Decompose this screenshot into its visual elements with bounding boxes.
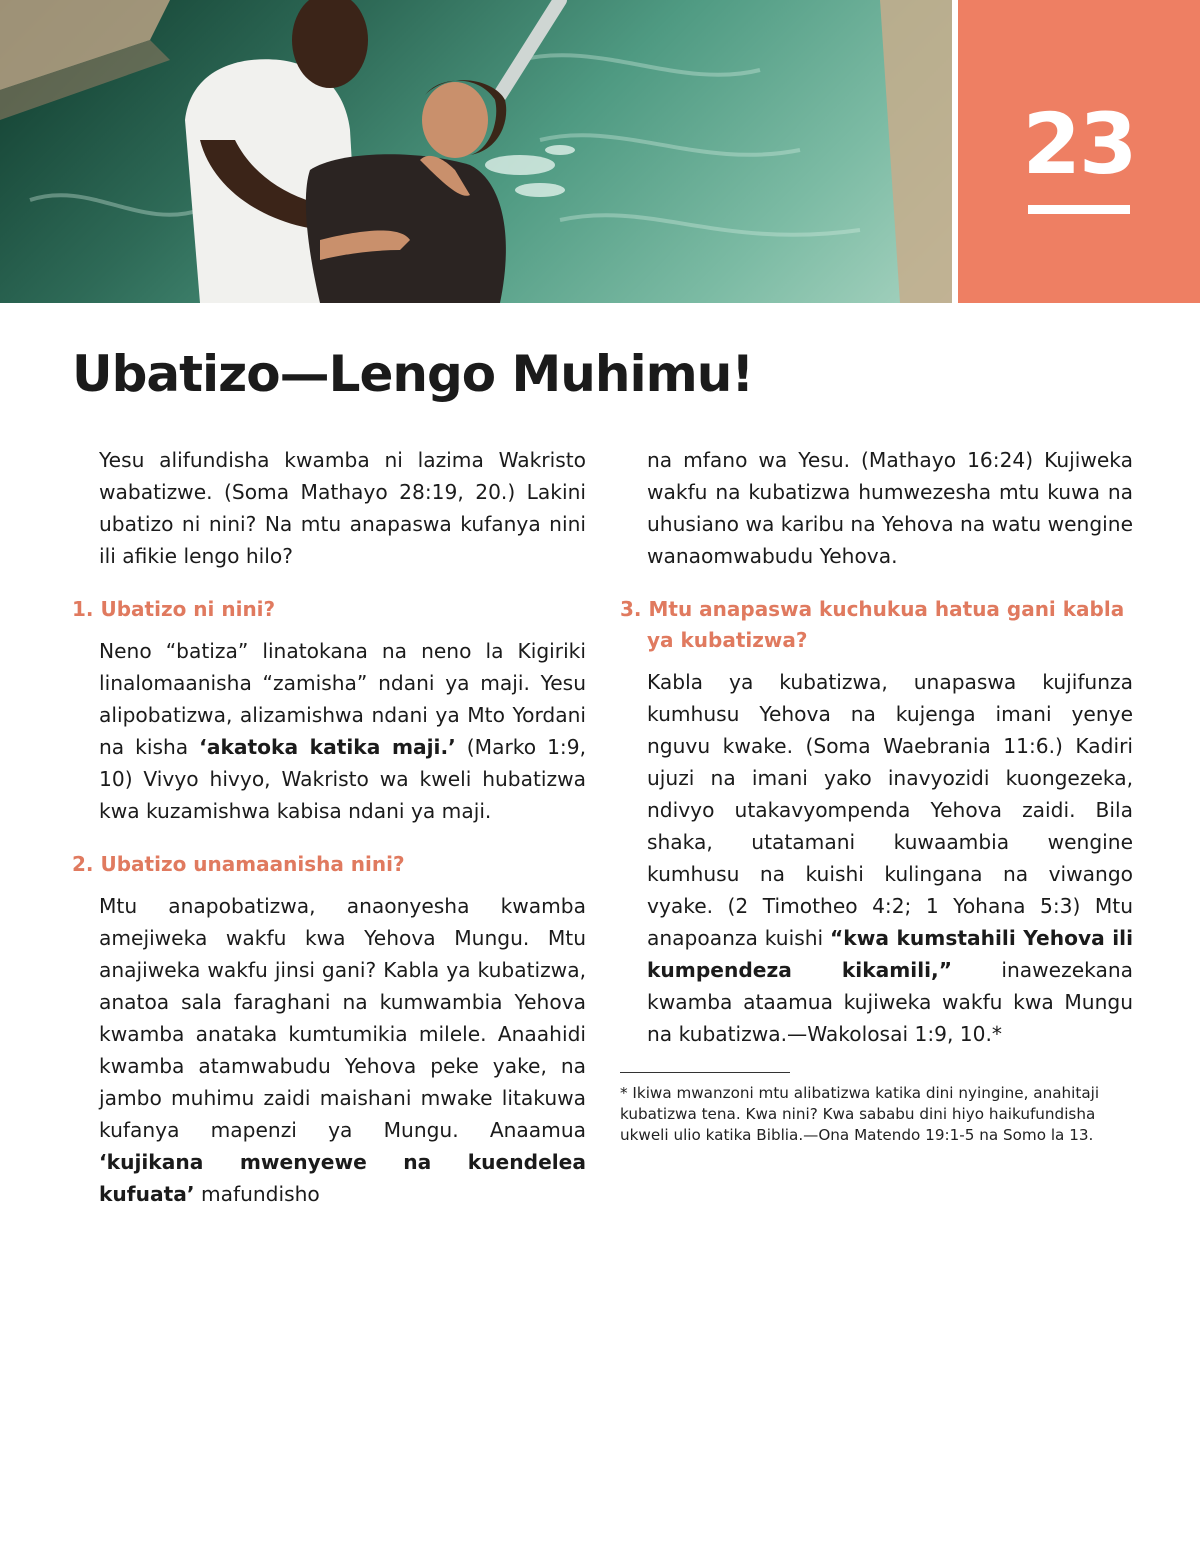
answer-1-paragraph	[99, 635, 586, 827]
text-run: mafundisho	[194, 1182, 320, 1206]
text-run: Neno “batiza” linatokana na neno la Kigiriki linalomaanisha “zamisha” ndani ya maji. Yesu alipobatizwa, alizamishwa ndani ya Mto Yordani na kisha	[99, 639, 586, 759]
text-run: Kabla ya kubatizwa, unapaswa kujifunza kumhusu Yehova na kujenga imani yenye nguvu kwake. (Soma Waebrania 11:6.) Kadiri ujuzi na imani yako inavyozidi kuongezeka, ndivyo utakavyompenda Yehova zaidi. Bila shaka, utatamani kuwaambia wengine kumhusu na kuishi kulingana na viwango vyake. (2 Timotheo 4:2; 1 Yohana 5:3) Mtu anapoanza kuishi	[647, 670, 1133, 950]
text-run: Yesu alifundisha kwamba ni lazima Wakristo wabatizwe. (Soma Mathayo 28:19, 20.) Lakini ubatizo ni nini? Na mtu anapaswa kufanya nini ili afikie lengo hilo?	[99, 448, 586, 568]
footnote-divider	[620, 1072, 790, 1073]
text-run: (Marko 1:9, 10) Vivyo hivyo, Wakristo wa kweli hubatizwa kwa kuzamishwa kabisa ndani ya maji.	[99, 735, 586, 823]
baptism-photo	[0, 0, 952, 303]
emphasis-text: ‘akatoka katika maji.’	[199, 735, 456, 759]
left-column	[72, 444, 586, 1232]
chapter-underline	[1028, 205, 1130, 214]
right-column	[620, 444, 1133, 1146]
question-2-heading: 2. Ubatizo unamaanisha nini?	[72, 852, 405, 876]
page-title: Ubatizo—Lengo Muhimu!	[72, 345, 754, 403]
baptism-illustration	[0, 0, 952, 303]
text-run: na mfano wa Yesu. (Mathayo 16:24) Kujiweka wakfu na kubatizwa humwezesha mtu kuwa na uhusiano wa karibu na Yehova na watu wengine wanaomwabudu Yehova.	[647, 448, 1133, 568]
chapter-number: 23	[1022, 95, 1136, 193]
answer-2-continued	[647, 444, 1133, 572]
chapter-badge	[958, 0, 1200, 303]
footnote: * Ikiwa mwanzoni mtu alibatizwa katika dini nyingine, anahitaji kubatizwa tena. Kwa nini? Kwa sababu dini hiyo haikufundisha ukweli ulio katika Biblia.—Ona Matendo 19:1-5 na Somo la 13.	[620, 1084, 1100, 1144]
emphasis-text: “kwa kumstahili Yehova ili kumpendeza kikamili,”	[647, 926, 1134, 982]
emphasis-text: ‘kujikana mwenyewe na kuendelea kufuata’	[99, 1150, 586, 1206]
answer-2-paragraph	[99, 890, 586, 1210]
intro-paragraph	[99, 444, 586, 572]
question-3-heading: 3. Mtu anapaswa kuchukua hatua gani kabla ya kubatizwa?	[620, 597, 1125, 652]
text-run: Mtu anapobatizwa, anaonyesha kwamba amejiweka wakfu kwa Yehova Mungu. Mtu anajiweka wakfu jinsi gani? Kabla ya kubatizwa, anatoa sala faraghani na kumwambia Yehova kwamba anataka kumtumikia milele. Anaahidi kwamba atamwabudu Yehova peke yake, na jambo muhimu zaidi maishani mwake litakuwa kufanya mapenzi ya Mungu. Anaamua	[99, 894, 586, 1142]
question-1-heading: 1. Ubatizo ni nini?	[72, 597, 276, 621]
text-run: inawezekana kwamba ataamua kujiweka wakfu kwa Mungu na kubatizwa.—Wakolosai 1:9, 10.*	[647, 958, 1133, 1046]
answer-3-paragraph	[647, 666, 1133, 1050]
